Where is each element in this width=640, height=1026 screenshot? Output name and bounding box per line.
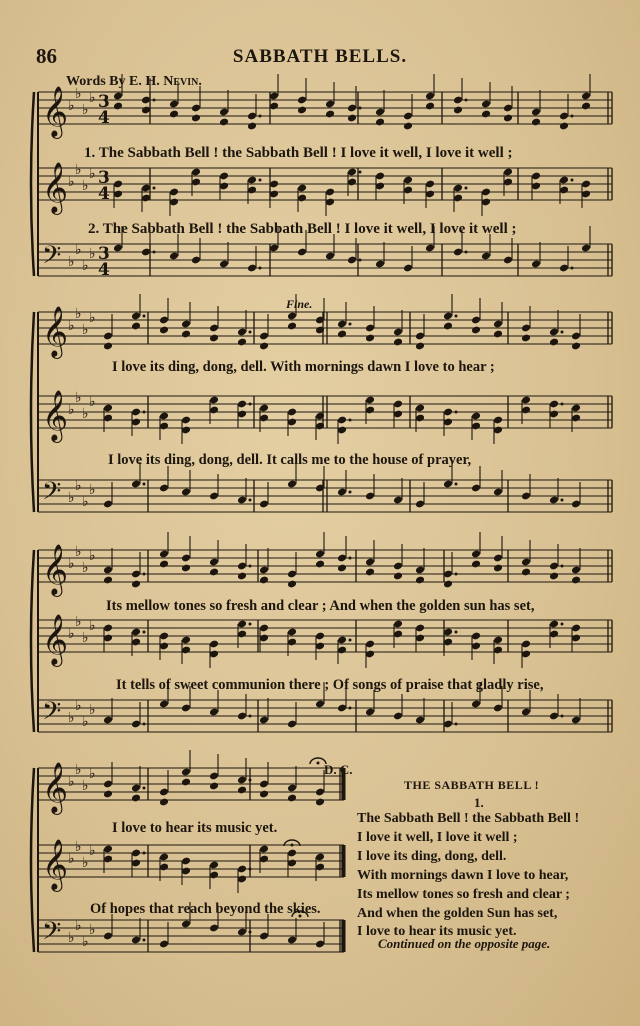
time-signature-top: 3: [98, 92, 110, 112]
dot: [349, 639, 352, 642]
note-head: [493, 330, 503, 339]
lyric-system4-verse1: I love to hear its music yet.: [112, 820, 278, 836]
note-head: [159, 560, 169, 569]
note-head: [493, 564, 503, 573]
dot: [259, 115, 262, 118]
flat-icon: ♭: [82, 714, 89, 730]
dot: [249, 868, 252, 871]
note-head: [531, 118, 541, 127]
note-head: [503, 114, 513, 123]
note-head: [181, 778, 191, 787]
dot: [249, 499, 252, 502]
bass-clef-icon: 𝄢: [42, 697, 62, 732]
flat-icon: ♭: [82, 102, 89, 118]
flat-icon: ♭: [68, 174, 75, 190]
flat-icon: ♭: [75, 390, 82, 406]
flat-icon: ♭: [75, 544, 82, 560]
treble-clef-icon: 𝄞: [42, 544, 69, 595]
fine-mark: Fine.: [286, 297, 313, 311]
note-head: [259, 576, 269, 585]
dot: [571, 267, 574, 270]
note-head: [103, 790, 113, 799]
note-head: [571, 576, 581, 585]
flat-icon: ♭: [89, 246, 96, 262]
note-head: [103, 576, 113, 585]
note-head: [237, 338, 247, 347]
flat-icon: ♭: [82, 778, 89, 794]
flat-icon: ♭: [89, 394, 96, 410]
flat-icon: ♭: [68, 851, 75, 867]
lyric-system1-verse2: 2. The Sabbath Bell ! the Sabbath Bell ! I love it well, I love it well ;: [88, 221, 517, 237]
note-head: [471, 326, 481, 335]
continued-note: Continued on the opposite page.: [378, 936, 551, 951]
dot: [455, 573, 458, 576]
dot: [143, 411, 146, 414]
note-head: [521, 568, 531, 577]
fermata-dot: [291, 844, 294, 847]
lyric-system1-verse1: 1. The Sabbath Bell ! the Sabbath Bell ! I love it well, I love it well ;: [84, 145, 513, 161]
note-head: [315, 560, 325, 569]
lyric-system3-verse2: It tells of sweet communion there ; Of songs of praise that gladly rise,: [116, 677, 544, 693]
flat-icon: ♭: [75, 242, 82, 258]
da-capo-mark: D. C.: [324, 762, 353, 777]
dot: [349, 491, 352, 494]
fermata-dot: [317, 762, 320, 765]
dot: [455, 315, 458, 318]
verse-line: Its mellow tones so fresh and clear ;: [357, 887, 570, 902]
note-head: [297, 106, 307, 115]
dot: [455, 631, 458, 634]
note-head: [521, 334, 531, 343]
note-head: [415, 342, 425, 351]
lyric-system4-verse2: Of hopes that reach beyond the skies.: [90, 901, 321, 917]
verse-line: I love its ding, dong, dell.: [357, 849, 507, 864]
flat-icon: ♭: [75, 614, 82, 630]
dot: [153, 99, 156, 102]
verse-line: I love to hear its music yet.: [357, 924, 517, 939]
note-head: [169, 110, 179, 119]
flat-icon: ♭: [82, 258, 89, 274]
dot: [249, 403, 252, 406]
time-signature-bottom: 4: [98, 260, 110, 280]
note-head: [287, 794, 297, 803]
dot: [571, 115, 574, 118]
dot: [465, 251, 468, 254]
dot: [143, 939, 146, 942]
note-head: [287, 580, 297, 589]
note-head: [181, 330, 191, 339]
note-head: [375, 118, 385, 127]
flat-icon: ♭: [89, 702, 96, 718]
flat-icon: ♭: [89, 618, 96, 634]
note-head: [403, 122, 413, 131]
time-signature-bottom: 4: [98, 108, 110, 128]
dot: [349, 323, 352, 326]
dot: [153, 251, 156, 254]
dot: [143, 483, 146, 486]
note-head: [159, 798, 169, 807]
note-head: [181, 564, 191, 573]
page-number: 86: [36, 44, 57, 68]
bass-clef-icon: 𝄢: [42, 241, 62, 276]
flat-icon: ♭: [89, 482, 96, 498]
treble-clef-icon: 𝄞: [42, 86, 69, 137]
note-head: [581, 102, 591, 111]
flat-icon: ♭: [75, 306, 82, 322]
verse-number: 1.: [474, 795, 484, 810]
verse-title: THE SABBATH BELL !: [404, 778, 540, 792]
note-head: [453, 106, 463, 115]
flat-icon: ♭: [75, 478, 82, 494]
note-head: [237, 572, 247, 581]
note-head: [131, 794, 141, 803]
note-head: [393, 338, 403, 347]
dot: [465, 187, 468, 190]
dot: [455, 411, 458, 414]
dot: [249, 779, 252, 782]
dot: [561, 715, 564, 718]
verse-line: The Sabbath Bell ! the Sabbath Bell !: [357, 811, 580, 826]
treble-clef-icon: 𝄞: [42, 839, 69, 890]
note-head: [113, 102, 123, 111]
lyric-system2-verse2: I love its ding, dong, dell. It calls me to the house of prayer,: [108, 452, 472, 468]
flat-icon: ♭: [89, 766, 96, 782]
note-head: [131, 322, 141, 331]
note-head: [103, 342, 113, 351]
note-head: [393, 572, 403, 581]
note-head: [287, 322, 297, 331]
flat-icon: ♭: [82, 322, 89, 338]
note-head: [209, 334, 219, 343]
dot: [349, 419, 352, 422]
note-head: [259, 790, 269, 799]
note-head: [247, 122, 257, 131]
system-brace: [31, 550, 34, 732]
note-head: [365, 568, 375, 577]
flat-icon: ♭: [68, 774, 75, 790]
flat-icon: ♭: [68, 402, 75, 418]
dot: [359, 259, 362, 262]
flat-icon: ♭: [68, 98, 75, 114]
flat-icon: ♭: [82, 178, 89, 194]
flat-icon: ♭: [89, 310, 96, 326]
flat-icon: ♭: [68, 318, 75, 334]
flat-icon: ♭: [68, 710, 75, 726]
note-head: [365, 334, 375, 343]
dot: [259, 179, 262, 182]
verse-line: With mornings dawn I love to hear,: [357, 868, 569, 883]
dot: [143, 315, 146, 318]
dot: [143, 787, 146, 790]
note-head: [571, 342, 581, 351]
dot: [249, 623, 252, 626]
dot: [455, 723, 458, 726]
dot: [359, 107, 362, 110]
flat-icon: ♭: [75, 762, 82, 778]
note-head: [219, 118, 229, 127]
flat-icon: ♭: [89, 548, 96, 564]
dot: [143, 723, 146, 726]
flat-icon: ♭: [89, 166, 96, 182]
flat-icon: ♭: [82, 630, 89, 646]
treble-clef-icon: 𝄞: [42, 162, 69, 213]
bass-clef-icon: 𝄢: [42, 917, 62, 952]
treble-clef-icon: 𝄞: [42, 390, 69, 441]
dot: [249, 715, 252, 718]
dot: [349, 557, 352, 560]
system-brace: [31, 92, 34, 276]
note-head: [209, 782, 219, 791]
dot: [571, 179, 574, 182]
note-head: [559, 122, 569, 131]
flat-icon: ♭: [68, 930, 75, 946]
dot: [561, 403, 564, 406]
flat-icon: ♭: [75, 162, 82, 178]
note-head: [549, 572, 559, 581]
page-title: SABBATH BELLS.: [232, 46, 408, 67]
flat-icon: ♭: [89, 90, 96, 106]
note-head: [425, 102, 435, 111]
credit-author: Nevin.: [163, 74, 202, 89]
note-head: [337, 564, 347, 573]
bass-clef-icon: 𝄢: [42, 477, 62, 512]
flat-icon: ♭: [82, 406, 89, 422]
dot: [259, 267, 262, 270]
note-head: [337, 330, 347, 339]
dot: [561, 623, 564, 626]
dot: [143, 573, 146, 576]
note-head: [237, 786, 247, 795]
dot: [359, 171, 362, 174]
note-head: [481, 110, 491, 119]
credit-prefix: Words By E. H.: [66, 74, 164, 89]
dot: [249, 565, 252, 568]
note-head: [443, 322, 453, 331]
flat-icon: ♭: [68, 490, 75, 506]
dot: [249, 931, 252, 934]
flat-icon: ♭: [75, 839, 82, 855]
dot: [143, 631, 146, 634]
flat-icon: ♭: [75, 918, 82, 934]
note-head: [259, 342, 269, 351]
dot: [465, 99, 468, 102]
flat-icon: ♭: [75, 86, 82, 102]
note-head: [549, 338, 559, 347]
treble-clef-icon: 𝄞: [42, 306, 69, 357]
note-head: [209, 568, 219, 577]
dot: [153, 187, 156, 190]
flat-icon: ♭: [82, 934, 89, 950]
time-signature-top: 3: [98, 168, 110, 188]
flat-icon: ♭: [82, 560, 89, 576]
dot: [455, 483, 458, 486]
time-signature-top: 3: [98, 244, 110, 264]
time-signature-bottom: 4: [98, 184, 110, 204]
flat-icon: ♭: [68, 556, 75, 572]
verse-line: And when the golden Sun has set,: [357, 906, 558, 921]
flat-icon: ♭: [75, 698, 82, 714]
verse-line: I love it well, I love it well ;: [357, 830, 518, 845]
flat-icon: ♭: [82, 855, 89, 871]
note-head: [325, 110, 335, 119]
note-head: [347, 114, 357, 123]
dot: [143, 852, 146, 855]
flat-icon: ♭: [89, 843, 96, 859]
note-head: [415, 576, 425, 585]
treble-clef-icon: 𝄞: [42, 762, 69, 813]
system-brace: [31, 312, 34, 512]
dot: [249, 331, 252, 334]
dot: [561, 331, 564, 334]
note-head: [131, 580, 141, 589]
note-head: [471, 560, 481, 569]
system-brace: [31, 768, 34, 952]
dot: [561, 499, 564, 502]
lyric-system2-verse1: I love its ding, dong, dell. With mornings dawn I love to hear ;: [112, 359, 495, 375]
note-head: [191, 114, 201, 123]
flat-icon: ♭: [68, 254, 75, 270]
dot: [349, 707, 352, 710]
flat-icon: ♭: [89, 922, 96, 938]
lyric-system3-verse1: Its mellow tones so fresh and clear ; And when the golden sun has set,: [106, 598, 535, 614]
treble-clef-icon: 𝄞: [42, 614, 69, 665]
flat-icon: ♭: [68, 626, 75, 642]
flat-icon: ♭: [82, 494, 89, 510]
note-head: [315, 798, 325, 807]
note-head: [159, 326, 169, 335]
dot: [561, 565, 564, 568]
